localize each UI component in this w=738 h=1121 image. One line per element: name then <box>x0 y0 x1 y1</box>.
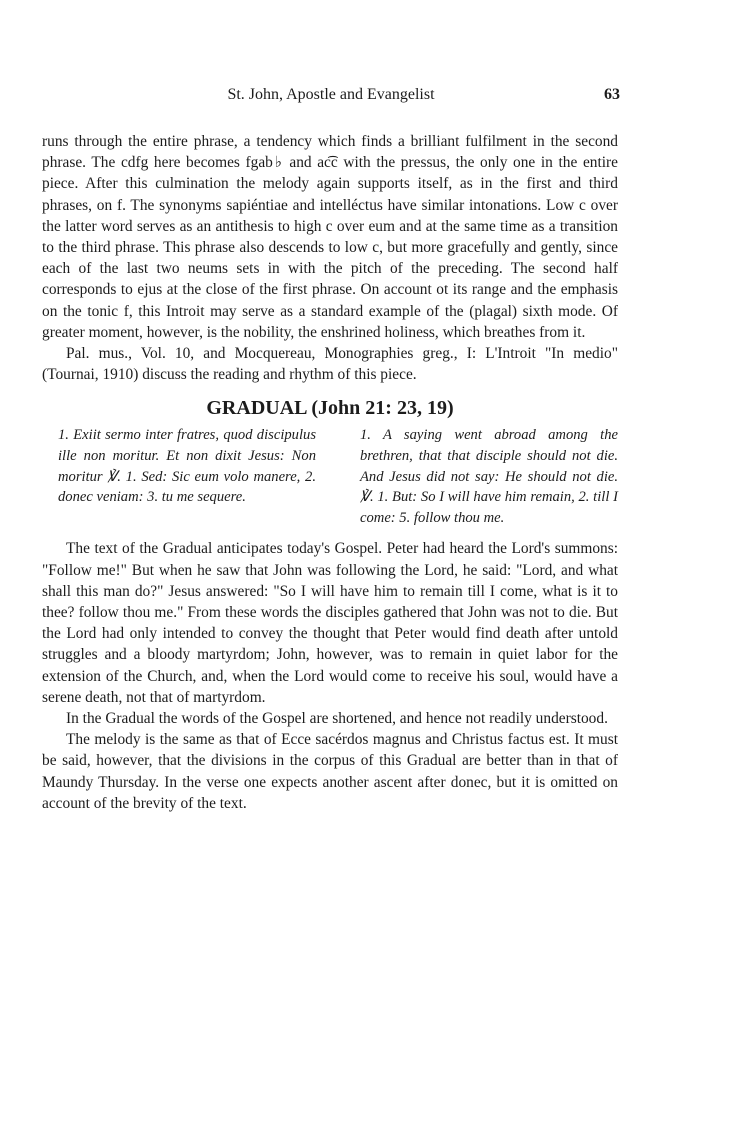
section-heading: GRADUAL (John 21: 23, 19) <box>206 397 454 420</box>
parallel-text <box>42 425 618 528</box>
running-title: St. John, Apostle and Evangelist <box>227 86 435 103</box>
page-body <box>42 131 618 814</box>
latin-column: 1. Exiit sermo inter fratres, quod discipulus ille non moritur. Et non dixit Jesus: Non moritur ℣. 1. Sed: Sic eum volo manere, 2. donec veniam: 3. tu me sequere. <box>58 427 316 506</box>
body-paragraph: The text of the Gradual anticipates today's Gospel. Peter had heard the Lord's summons: "Follow me!" But when he saw that John was following the Lord, he said: "Lord, and what shall this man do?" Jesus answered: "So I will have him to remain till I come, what is it to thee? follow thou me." From these words the disciples gathered that John was not to die. But the Lord had only intended to convey the thought that Peter would find death after untold struggles and a bloody martyrdom; John, however, was to remain in quiet labor for the extension of the Church, and, when the Lord would come to receive his soul, would have a serene death, not that of martyrdom. <box>42 540 618 706</box>
page-number: 63 <box>604 86 620 103</box>
body-paragraph: Pal. mus., Vol. 10, and Mocquereau, Monographies greg., I: L'Introit "In medio" (Tournai, 1910) discuss the reading and rhythm of this piece. <box>42 345 618 384</box>
running-header <box>42 86 620 110</box>
body-paragraph: runs through the entire phrase, a tendency which finds a brilliant fulfilment in the second phrase. The cdfg here becomes fgab♭ and ac͡c with the pressus, the only one in the entire piece. After this culmination the melody again supports itself, as in the first and third phrases, on f. The synonyms sapiéntiae and intelléctus have similar intonations. Low c over the latter word serves as an antithesis to high c over eum and at the same time as a transition to the third phrase. This phrase also descends to low c, but more gracefully and gently, since each of the last two neums sets in with the pitch of the preceding. The second half corresponds to ejus at the close of the first phrase. On account ot its range and the emphasis on the tonic f, this Introit may serve as a standard example of the (plagal) sixth mode. Of greater moment, however, is the nobility, the enshrined holiness, which breathes from it. <box>42 133 618 341</box>
body-paragraph: The melody is the same as that of Ecce sacérdos magnus and Christus factus est. It must be said, however, that the divisions in the corpus of this Gradual are better than in that of Maundy Thursday. In the verse one expects another ascent after donec, but it is omitted on account of the brevity of the text. <box>42 731 618 812</box>
body-paragraph: In the Gradual the words of the Gospel are shortened, and hence not readily understood. <box>66 710 608 728</box>
english-column: 1. A saying went abroad among the brethren, that that disciple should not die. And Jesus did not say: He should not die. ℣. 1. But: So I will have him remain, 2. till I come: 5. follow thou me. <box>360 427 618 526</box>
